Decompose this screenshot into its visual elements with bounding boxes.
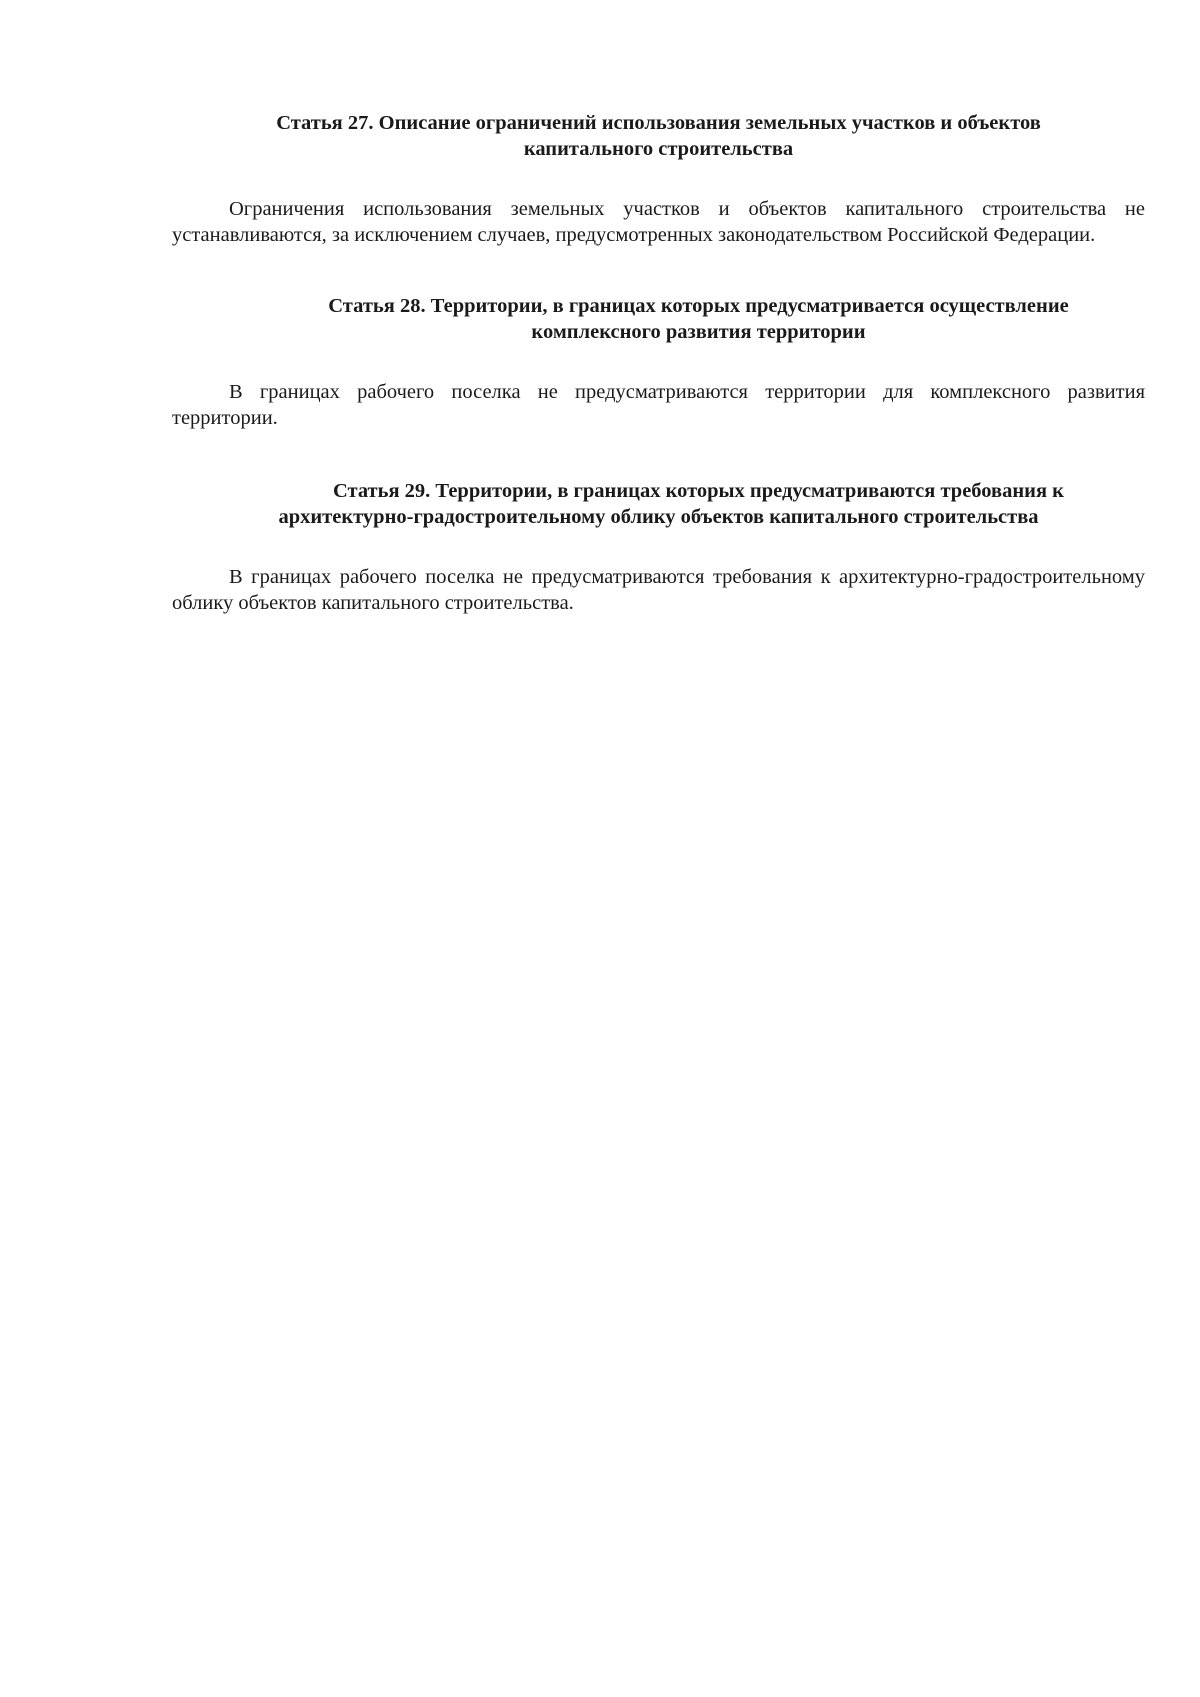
- article-text: Ограничения использования земельных участков и объектов капитального строительства не устанавливаются, за исключением случаев, предусмотренных законодательством Российской Федерации.: [172, 198, 1145, 246]
- document-page: [172, 110, 1145, 616]
- heading-line: Статья 27. Описание ограничений использования земельных участков и объектов: [276, 112, 1041, 134]
- article-heading: [172, 478, 1145, 530]
- heading-line: Статья 29. Территории, в границах которых предусматриваются требования к: [332, 480, 1064, 502]
- article-27: [172, 110, 1145, 248]
- article-heading: [172, 110, 1145, 162]
- article-29: [172, 478, 1145, 616]
- article-text: В границах рабочего поселка не предусматриваются требования к архитектурно-градостроительному облику объектов капитального строительства.: [172, 566, 1145, 614]
- article-text: В границах рабочего поселка не предусматриваются территории для комплексного развития территории.: [172, 381, 1145, 429]
- heading-line: архитектурно-градостроительному облику объектов капитального строительства: [278, 506, 1039, 528]
- heading-line: Статья 28. Территории, в границах которых предусматривается осуществление: [328, 295, 1069, 317]
- article-28: [172, 293, 1145, 431]
- article-heading: [172, 293, 1145, 345]
- heading-line: комплексного развития территории: [531, 321, 866, 343]
- heading-line: капитального строительства: [523, 138, 794, 160]
